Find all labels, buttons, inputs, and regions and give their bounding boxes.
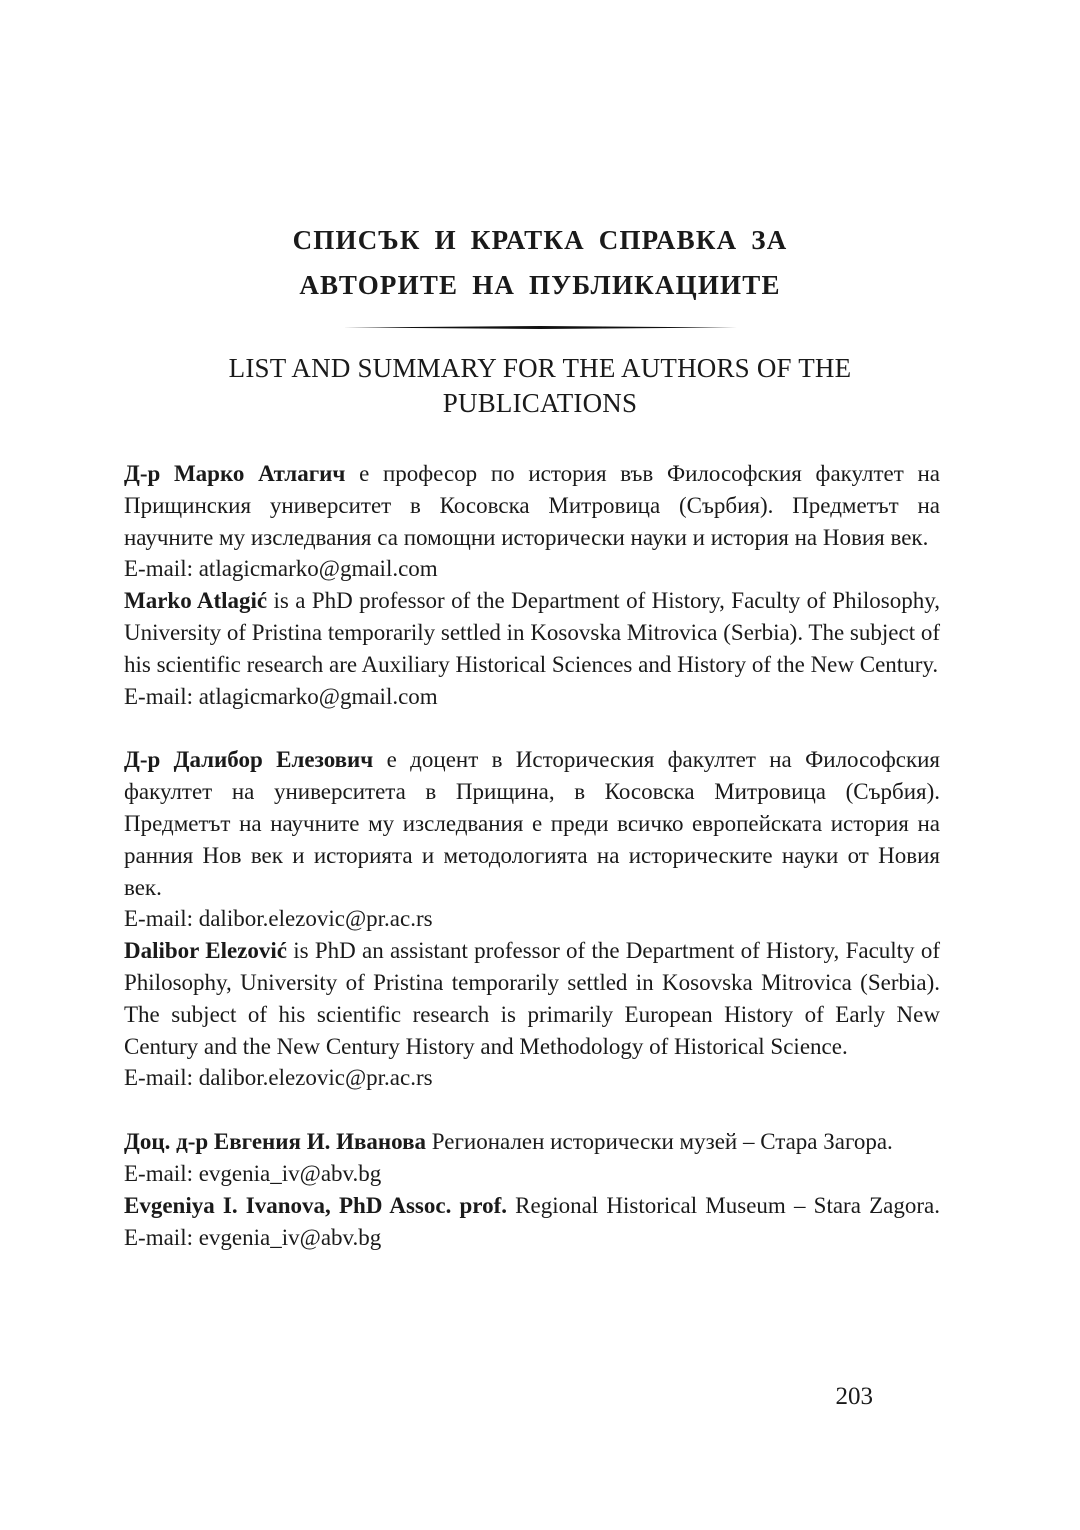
- author-text-en: is a PhD professor of the Department of History, Faculty of Philosophy, University of Pristina temporarily settled in Kosovska Mitrovica (Serbia). The subject of his scientific research are Auxiliary Historical Sciences and History of the New Century.: [124, 588, 940, 677]
- author-name-en: Dalibor Elezović: [124, 938, 287, 964]
- author-text-bg: е доцент в Историческия факултет на Философския факултет на университета в Прищина, в Косовска Митровица (Сърбия). Предметът на научните му изследвания е преди всичко европейската история на ранния Нов век и историята и методологията на историческите науки от Новия век.: [124, 747, 941, 900]
- title-divider: [343, 326, 737, 329]
- author-email-bg: E-mail: evgenia_iv@abv.bg: [124, 1160, 382, 1186]
- author-bio-en: [124, 935, 940, 1062]
- author-bio-en: [124, 585, 940, 680]
- author-bio-en: [124, 1190, 940, 1254]
- author-text-en: is PhD an assistant professor of the Department of History, Faculty of Philosophy, University of Pristina temporarily settled in Kosovska Mitrovica (Serbia). The subject of his scientific research is primarily European History of Early New Century and the New Century History and Methodology of Historical Science.: [124, 938, 940, 1059]
- author-email-en: E-mail: atlagicmarko@gmail.com: [124, 683, 438, 709]
- author-text-en: Regional Historical Museum – Stara Zagora. E-mail: evgenia_iv@abv.bg: [124, 1192, 940, 1250]
- author-name-en: Evgeniya I. Ivanova, PhD Assoc. prof.: [124, 1192, 507, 1218]
- author-email-bg: E-mail: atlagicmarko@gmail.com: [124, 556, 438, 582]
- author-text-bg: е професор по история във Философския факултет на Прищинския университет в Косовска Митровица (Сърбия). Предметът на научните му изследвания са помощни исторически науки и история на Новия век.: [124, 461, 941, 550]
- title-english: LIST AND SUMMARY FOR THE AUTHORS OF THE PUBLICATIONS: [228, 353, 852, 418]
- author-name-bg: Д-р Марко Атлагич: [124, 461, 346, 486]
- authors-list: [124, 458, 940, 1253]
- author-text-bg: Регионален исторически музей – Стара Загора.: [426, 1129, 893, 1155]
- author-name-bg: Д-р Далибор Елезович: [124, 747, 374, 773]
- author-name-bg: Доц. д-р Евгения И. Иванова: [124, 1129, 427, 1155]
- author-email-en: E-mail: dalibor.elezovic@pr.ac.rs: [124, 1065, 433, 1091]
- author-bio-bg: [124, 1126, 940, 1158]
- title-bg-line-2: АВТОРИТЕ НА ПУБЛИКАЦИИТЕ: [299, 270, 781, 300]
- author-bio-bg: [124, 744, 940, 903]
- title-bg-line-1: СПИСЪК И КРАТКА СПРАВКА ЗА: [292, 225, 788, 255]
- author-bio-bg: [124, 458, 940, 553]
- author-email-bg: E-mail: dalibor.elezovic@pr.ac.rs: [124, 906, 433, 932]
- author-name-en: Marko Atlagić: [124, 588, 268, 614]
- page-number: 203: [835, 1383, 873, 1410]
